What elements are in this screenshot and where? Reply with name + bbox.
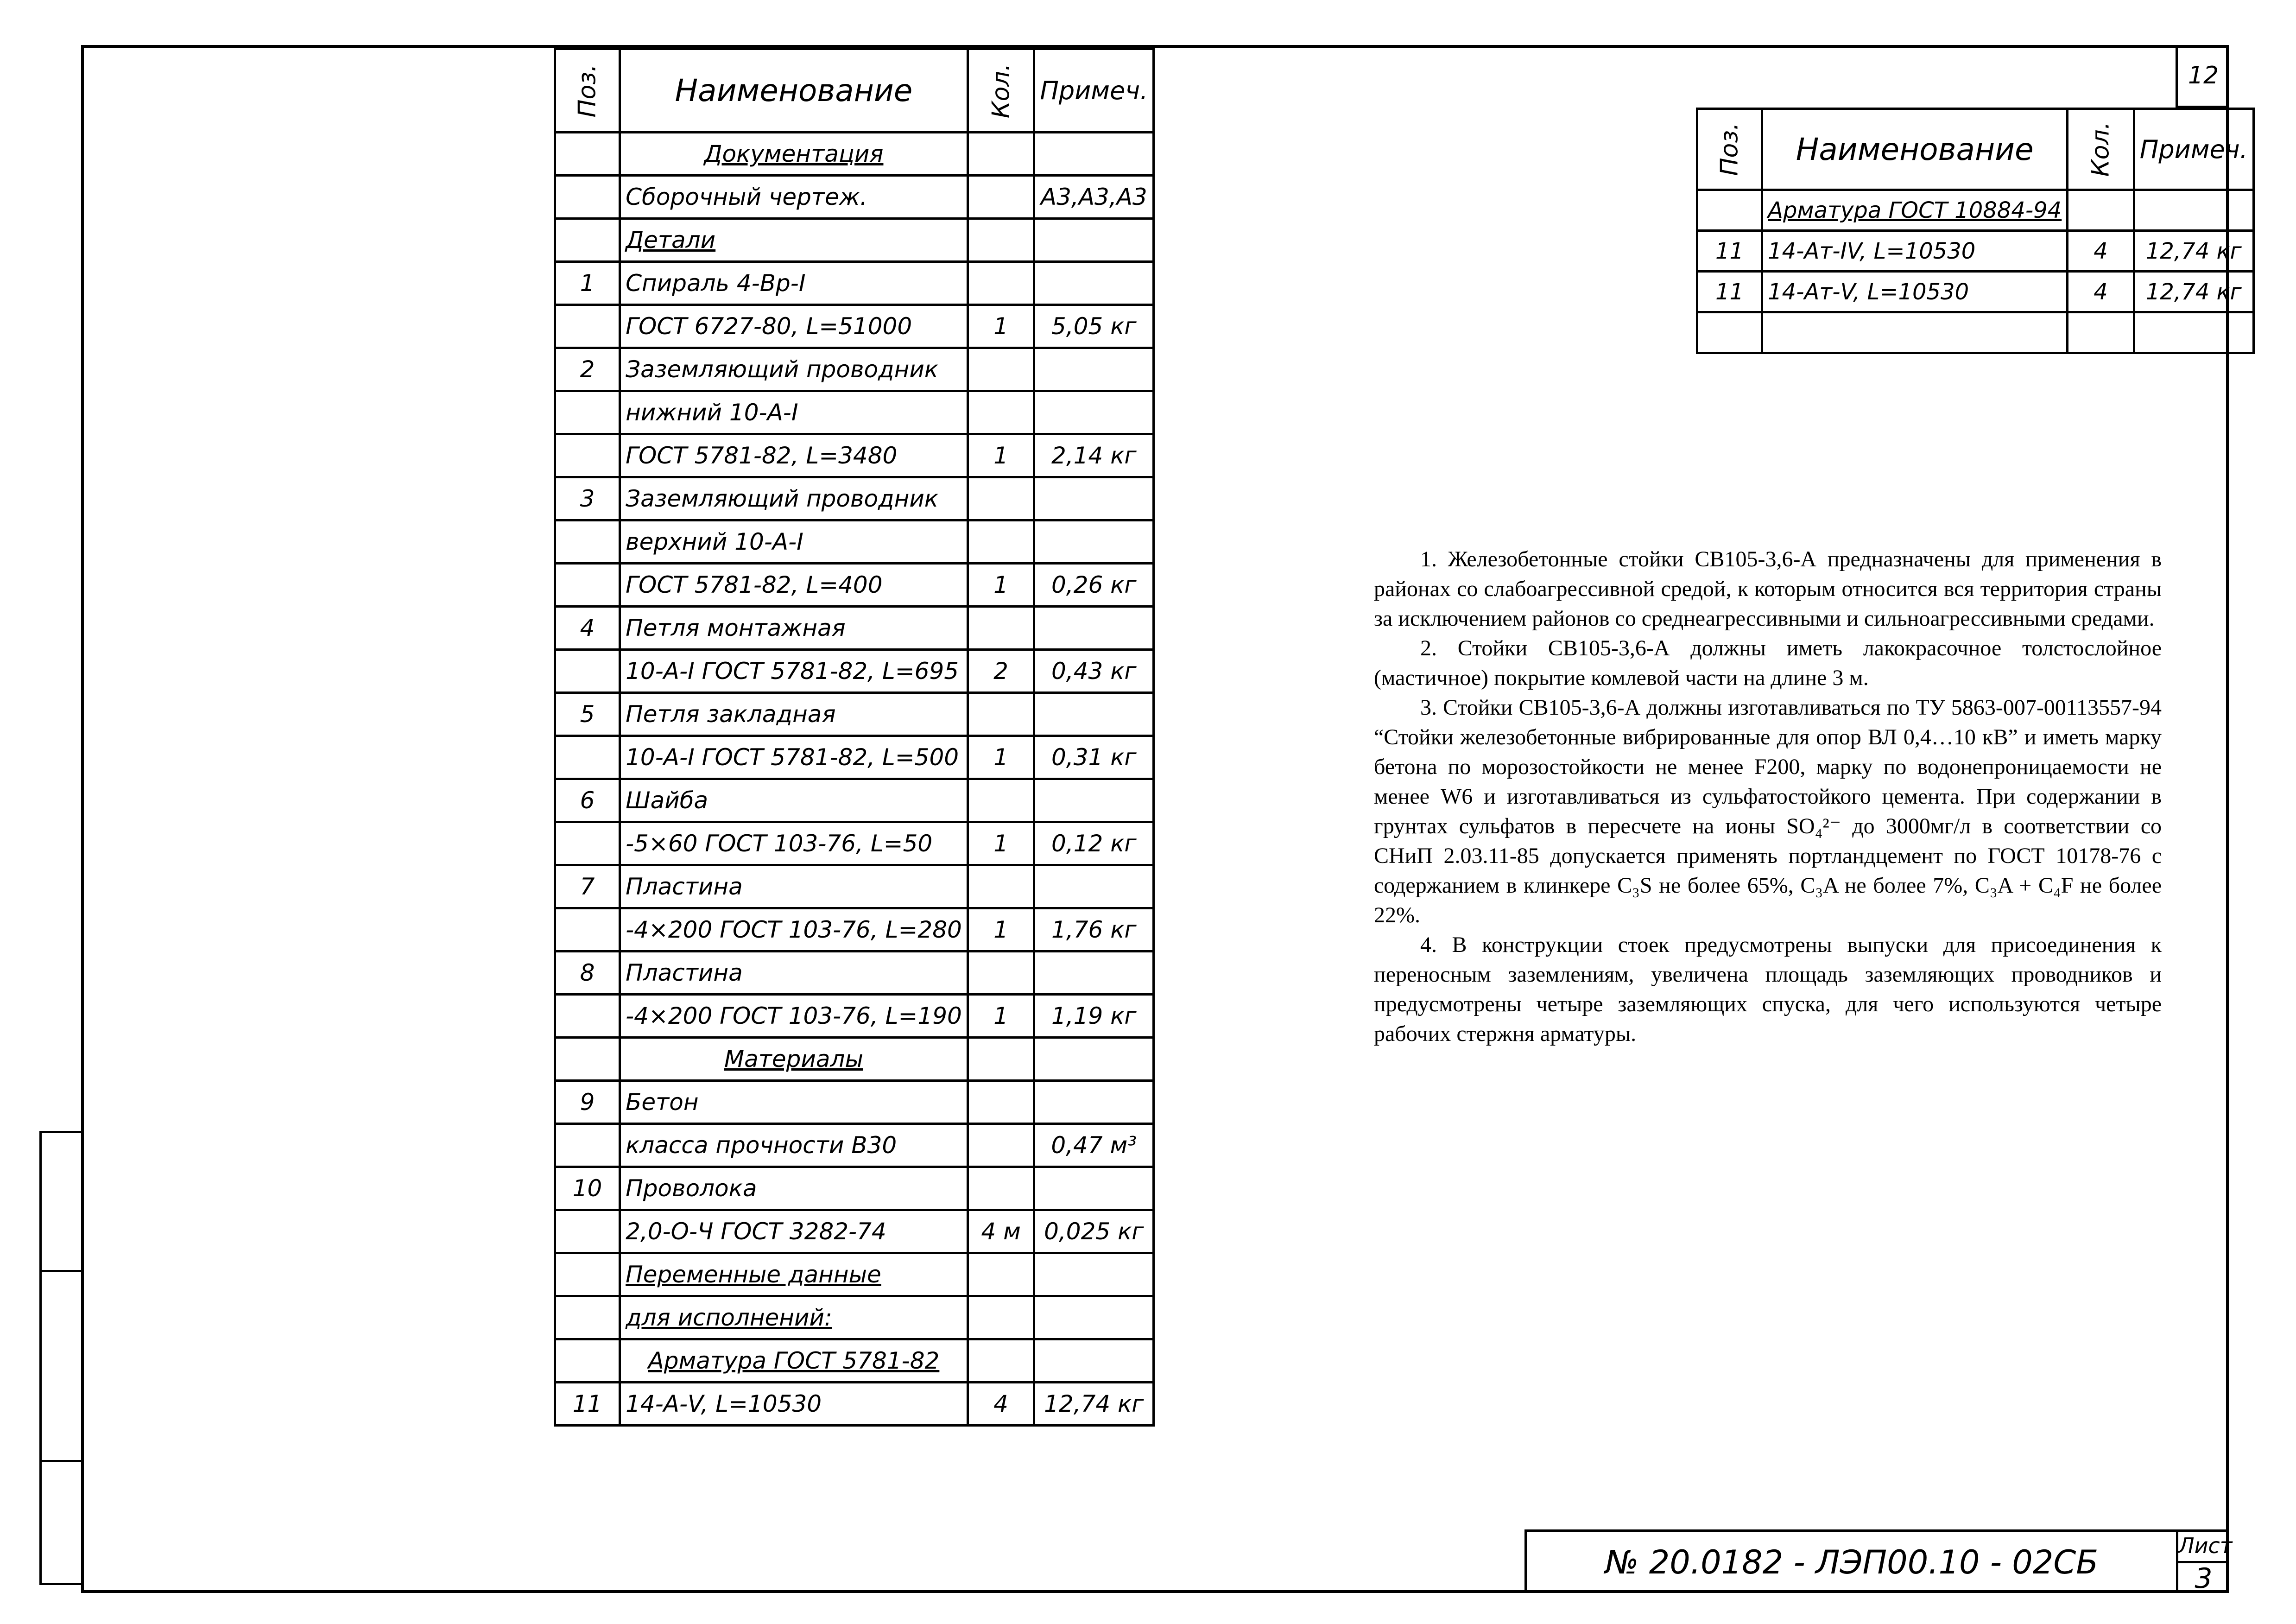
cell-pos bbox=[555, 995, 620, 1038]
table-row bbox=[555, 1124, 1154, 1167]
table-row bbox=[1697, 231, 2254, 272]
cell-note bbox=[1034, 1296, 1154, 1339]
table-row bbox=[1697, 272, 2254, 312]
cell-name: ГОСТ 6727-80, L=51000 bbox=[620, 305, 968, 348]
cell-note: 12,74 кг bbox=[2134, 231, 2253, 272]
header-qty: Кол. bbox=[2068, 109, 2134, 190]
variants-header-row bbox=[1697, 109, 2254, 190]
cell-pos bbox=[555, 736, 620, 779]
table-row bbox=[555, 822, 1154, 865]
cell-pos: 3 bbox=[555, 477, 620, 520]
cell-name: Пластина bbox=[620, 865, 968, 908]
cell-note: 12,74 кг bbox=[1034, 1383, 1154, 1426]
note-4: 4. В конструкции стоек предусмотрены выпуски для присоединения к переносным заземлениям, увеличена площадь заземляющих проводников и предусмотрены четыре заземляющих спуска, для чего используются четыре рабочих стержня арматуры. bbox=[1374, 933, 2162, 1046]
cell-name: Пластина bbox=[620, 952, 968, 995]
cell-note: 2,14 кг bbox=[1034, 434, 1154, 477]
cell-qty: 1 bbox=[968, 305, 1034, 348]
cell-pos bbox=[555, 133, 620, 176]
table-row bbox=[555, 520, 1154, 564]
cell-pos: 2 bbox=[555, 348, 620, 391]
cell-pos bbox=[555, 908, 620, 952]
cell-qty bbox=[968, 477, 1034, 520]
table-row bbox=[555, 1038, 1154, 1081]
cell-pos bbox=[555, 1210, 620, 1253]
cell-name: Петля закладная bbox=[620, 693, 968, 736]
note-2: 2. Стойки СВ105-3,6-А должны иметь лакокрасочное толстослойное (мастичное) покрытие комлевой части на длине 3 м. bbox=[1374, 636, 2162, 690]
cell-name: Бетон bbox=[620, 1081, 968, 1124]
cell-pos bbox=[1697, 312, 1762, 353]
cell-pos: 5 bbox=[555, 693, 620, 736]
cell-pos bbox=[555, 520, 620, 564]
cell-name: Заземляющий проводник bbox=[620, 348, 968, 391]
table-row bbox=[555, 348, 1154, 391]
cell-pos: 4 bbox=[555, 607, 620, 650]
table-row bbox=[555, 176, 1154, 219]
note-1: 1. Железобетонные стойки СВ105-3,6-А предназначены для применения в районах со слабоагрессивной средой, к которым относится вся территория страны за исключением районов со среднеагрессивными и сильноагрессивными средами. bbox=[1374, 547, 2162, 631]
table-row bbox=[555, 262, 1154, 305]
cell-note bbox=[1034, 262, 1154, 305]
cell-qty bbox=[968, 1339, 1034, 1383]
cell-pos bbox=[555, 1038, 620, 1081]
cell-note: 0,31 кг bbox=[1034, 736, 1154, 779]
table-row bbox=[555, 779, 1154, 822]
cell-note bbox=[1034, 1167, 1154, 1210]
cell-note bbox=[1034, 1038, 1154, 1081]
cell-qty bbox=[968, 262, 1034, 305]
cell-name: 14-Ат-V, L=10530 bbox=[1762, 272, 2068, 312]
header-pos: Поз. bbox=[555, 49, 620, 133]
cell-pos: 7 bbox=[555, 865, 620, 908]
cell-qty: 1 bbox=[968, 908, 1034, 952]
cell-name: Проволока bbox=[620, 1167, 968, 1210]
cell-pos bbox=[1697, 190, 1762, 231]
cell-name: Спираль 4-Вр-I bbox=[620, 262, 968, 305]
cell-name: -4×200 ГОСТ 103-76, L=190 bbox=[620, 995, 968, 1038]
cell-qty bbox=[968, 1038, 1034, 1081]
table-row bbox=[555, 219, 1154, 262]
document-code: № 20.0182 - ЛЭП00.10 - 02СБ bbox=[1605, 1543, 2099, 1581]
table-row bbox=[555, 564, 1154, 607]
cell-name: 14-А-V, L=10530 bbox=[620, 1383, 968, 1426]
table-row bbox=[555, 1167, 1154, 1210]
cell-name bbox=[1762, 312, 2068, 353]
cell-qty: 1 bbox=[968, 736, 1034, 779]
cell-qty: 4 bbox=[2068, 231, 2134, 272]
cell-qty bbox=[968, 607, 1034, 650]
table-row bbox=[555, 1253, 1154, 1296]
cell-pos bbox=[555, 650, 620, 693]
cell-name: Документация bbox=[620, 133, 968, 176]
cell-qty bbox=[968, 1081, 1034, 1124]
cell-name: Петля монтажная bbox=[620, 607, 968, 650]
table-row bbox=[555, 1339, 1154, 1383]
cell-pos: 8 bbox=[555, 952, 620, 995]
cell-qty bbox=[2068, 312, 2134, 353]
cell-pos bbox=[555, 822, 620, 865]
specification-header-row bbox=[555, 49, 1154, 133]
specification-table-variants bbox=[1696, 108, 2255, 354]
cell-pos bbox=[555, 305, 620, 348]
cell-name: 2,0-О-Ч ГОСТ 3282-74 bbox=[620, 1210, 968, 1253]
cell-pos bbox=[555, 1339, 620, 1383]
cell-note bbox=[1034, 1339, 1154, 1383]
table-row bbox=[555, 1383, 1154, 1426]
cell-qty: 4 м bbox=[968, 1210, 1034, 1253]
cell-qty: 1 bbox=[968, 564, 1034, 607]
sheet-corner-number: 12 bbox=[2176, 48, 2229, 108]
cell-qty bbox=[968, 1124, 1034, 1167]
header-note: Примеч. bbox=[2134, 109, 2253, 190]
cell-qty bbox=[968, 176, 1034, 219]
cell-note bbox=[1034, 779, 1154, 822]
cell-qty bbox=[968, 219, 1034, 262]
title-block bbox=[1524, 1529, 2233, 1595]
table-row bbox=[555, 865, 1154, 908]
cell-pos: 11 bbox=[1697, 231, 1762, 272]
cell-name: -4×200 ГОСТ 103-76, L=280 bbox=[620, 908, 968, 952]
cell-name: ГОСТ 5781-82, L=3480 bbox=[620, 434, 968, 477]
cell-pos bbox=[555, 434, 620, 477]
table-row bbox=[1697, 190, 2254, 231]
cell-qty bbox=[968, 520, 1034, 564]
note-3: 3. Стойки СВ105-3,6-А должны изготавливаться по ТУ 5863-007-00113557-94 “Стойки железобетонные вибрированные для опор ВЛ 0,4…10 кВ” и иметь марку бетона по морозостойкости не менее F200, марку по водонепроницаемости не менее W6 и изготавливаться из сульфатостойкого цемента. При содержании в грунтах сульфатов в пересчете на ионы SO₄²⁻ до 3000мг/л в соответствии со СНиП 2.03.11-85 допускается применять портландцемент по ГОСТ 10178-76 с содержанием в клинкере C₃S не более 65%, C₃A не более 7%, C₃A + C₄F не более 22%. bbox=[1374, 695, 2162, 927]
cell-pos: 1 bbox=[555, 262, 620, 305]
cell-pos bbox=[555, 219, 620, 262]
cell-qty bbox=[968, 952, 1034, 995]
header-note: Примеч. bbox=[1034, 49, 1154, 133]
table-row bbox=[555, 1296, 1154, 1339]
cell-name: Сборочный чертеж. bbox=[620, 176, 968, 219]
table-row bbox=[555, 1210, 1154, 1253]
header-qty: Кол. bbox=[968, 49, 1034, 133]
cell-note bbox=[1034, 391, 1154, 434]
cell-name: верхний 10-А-I bbox=[620, 520, 968, 564]
table-row bbox=[555, 305, 1154, 348]
cell-qty bbox=[2068, 190, 2134, 231]
cell-qty bbox=[968, 779, 1034, 822]
cell-note: 0,025 кг bbox=[1034, 1210, 1154, 1253]
cell-qty bbox=[968, 1296, 1034, 1339]
cell-pos: 6 bbox=[555, 779, 620, 822]
cell-name: Арматура ГОСТ 10884-94 bbox=[1762, 190, 2068, 231]
cell-name: ГОСТ 5781-82, L=400 bbox=[620, 564, 968, 607]
header-name: Наименование bbox=[620, 49, 968, 133]
cell-qty: 4 bbox=[2068, 272, 2134, 312]
cell-note: 1,76 кг bbox=[1034, 908, 1154, 952]
table-row bbox=[555, 607, 1154, 650]
header-pos: Поз. bbox=[1697, 109, 1762, 190]
cell-pos bbox=[555, 176, 620, 219]
cell-qty: 2 bbox=[968, 650, 1034, 693]
cell-pos: 10 bbox=[555, 1167, 620, 1210]
technical-notes bbox=[1374, 545, 2162, 1049]
cell-note bbox=[1034, 607, 1154, 650]
cell-qty: 1 bbox=[968, 434, 1034, 477]
cell-qty bbox=[968, 693, 1034, 736]
cell-pos bbox=[555, 391, 620, 434]
cell-note: 0,47 м³ bbox=[1034, 1124, 1154, 1167]
header-name: Наименование bbox=[1762, 109, 2068, 190]
cell-pos bbox=[555, 1296, 620, 1339]
cell-qty: 1 bbox=[968, 995, 1034, 1038]
cell-name: Шайба bbox=[620, 779, 968, 822]
cell-note bbox=[1034, 1253, 1154, 1296]
cell-name: класса прочности В30 bbox=[620, 1124, 968, 1167]
cell-name: Арматура ГОСТ 5781-82 bbox=[620, 1339, 968, 1383]
cell-note: 12,74 кг bbox=[2134, 272, 2253, 312]
table-row bbox=[555, 693, 1154, 736]
table-row bbox=[555, 952, 1154, 995]
cell-note bbox=[1034, 1081, 1154, 1124]
cell-note: 5,05 кг bbox=[1034, 305, 1154, 348]
cell-note: 0,26 кг bbox=[1034, 564, 1154, 607]
table-row bbox=[555, 908, 1154, 952]
cell-note bbox=[1034, 952, 1154, 995]
cell-name: 10-А-I ГОСТ 5781-82, L=695 bbox=[620, 650, 968, 693]
table-row bbox=[555, 736, 1154, 779]
binding-margin-boxes bbox=[39, 1131, 81, 1585]
cell-note: 0,12 кг bbox=[1034, 822, 1154, 865]
sheet-number: 3 bbox=[2195, 1562, 2213, 1595]
table-row bbox=[555, 650, 1154, 693]
cell-qty: 4 bbox=[968, 1383, 1034, 1426]
table-row bbox=[555, 133, 1154, 176]
cell-note: 0,43 кг bbox=[1034, 650, 1154, 693]
cell-pos bbox=[555, 564, 620, 607]
table-row bbox=[555, 477, 1154, 520]
cell-note bbox=[1034, 520, 1154, 564]
cell-name: Заземляющий проводник bbox=[620, 477, 968, 520]
cell-pos: 11 bbox=[555, 1383, 620, 1426]
cell-name: Детали bbox=[620, 219, 968, 262]
cell-name: нижний 10-А-I bbox=[620, 391, 968, 434]
cell-qty bbox=[968, 391, 1034, 434]
cell-qty bbox=[968, 348, 1034, 391]
cell-pos bbox=[555, 1124, 620, 1167]
cell-pos: 11 bbox=[1697, 272, 1762, 312]
cell-name: для исполнений: bbox=[620, 1296, 968, 1339]
cell-note bbox=[1034, 865, 1154, 908]
table-row bbox=[555, 995, 1154, 1038]
table-row bbox=[1697, 312, 2254, 353]
cell-note bbox=[1034, 348, 1154, 391]
cell-note bbox=[1034, 477, 1154, 520]
cell-note bbox=[2134, 190, 2253, 231]
cell-note: 1,19 кг bbox=[1034, 995, 1154, 1038]
cell-name: 14-Ат-IV, L=10530 bbox=[1762, 231, 2068, 272]
cell-note bbox=[1034, 219, 1154, 262]
cell-name: Переменные данные bbox=[620, 1253, 968, 1296]
cell-qty bbox=[968, 133, 1034, 176]
table-row bbox=[555, 434, 1154, 477]
cell-name: 10-А-I ГОСТ 5781-82, L=500 bbox=[620, 736, 968, 779]
specification-table bbox=[554, 48, 1155, 1427]
cell-name: -5×60 ГОСТ 103-76, L=50 bbox=[620, 822, 968, 865]
sheet-cell bbox=[2176, 1532, 2233, 1595]
sheet-label: Лист bbox=[2178, 1532, 2229, 1563]
table-row bbox=[555, 391, 1154, 434]
cell-qty bbox=[968, 1167, 1034, 1210]
cell-pos bbox=[555, 1253, 620, 1296]
cell-note bbox=[2134, 312, 2253, 353]
cell-note bbox=[1034, 693, 1154, 736]
cell-pos: 9 bbox=[555, 1081, 620, 1124]
cell-name: Материалы bbox=[620, 1038, 968, 1081]
cell-note: А3,А3,А3 bbox=[1034, 176, 1154, 219]
cell-qty bbox=[968, 865, 1034, 908]
cell-note bbox=[1034, 133, 1154, 176]
cell-qty: 1 bbox=[968, 822, 1034, 865]
table-row bbox=[555, 1081, 1154, 1124]
cell-qty bbox=[968, 1253, 1034, 1296]
